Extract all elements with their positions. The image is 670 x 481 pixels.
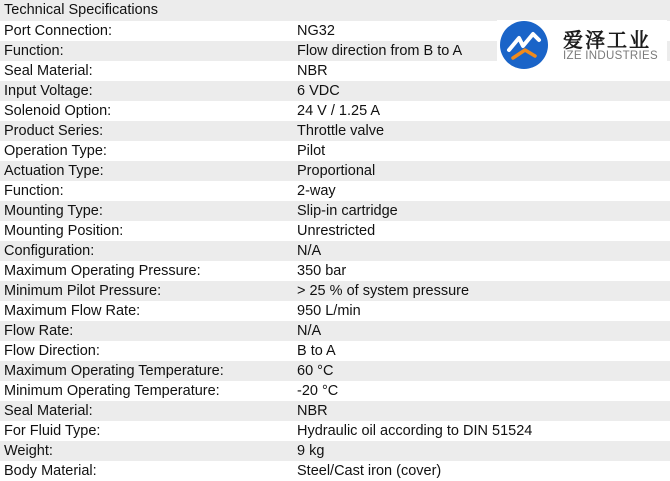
spec-rows	[0, 21, 670, 481]
spec-label: Input Voltage:	[4, 83, 93, 99]
spec-label: Maximum Operating Temperature:	[4, 363, 224, 379]
spec-label: Minimum Operating Temperature:	[4, 383, 220, 399]
spec-value: Flow direction from B to A	[297, 43, 463, 59]
spec-label: Mounting Position:	[4, 223, 124, 239]
spec-value: Slip-in cartridge	[297, 203, 398, 219]
spec-header	[0, 0, 670, 21]
spec-label: Function:	[4, 43, 64, 59]
spec-value: 2-way	[297, 183, 336, 199]
spec-label: Weight:	[4, 443, 53, 459]
spec-label: Maximum Operating Pressure:	[4, 263, 201, 279]
spec-row	[0, 461, 670, 481]
spec-label: Mounting Type:	[4, 203, 103, 219]
spec-label: For Fluid Type:	[4, 423, 101, 439]
spec-label: Flow Rate:	[4, 323, 74, 339]
spec-row	[0, 101, 670, 121]
spec-row	[0, 181, 670, 201]
spec-label: Actuation Type:	[4, 163, 104, 179]
spec-value: -20 °C	[297, 383, 339, 399]
spec-title: Technical Specifications	[4, 2, 158, 18]
spec-row	[0, 341, 670, 361]
spec-row	[0, 261, 670, 281]
spec-row	[0, 361, 670, 381]
spec-value: 6 VDC	[297, 83, 340, 99]
spec-value: Throttle valve	[297, 123, 385, 139]
spec-label: Solenoid Option:	[4, 103, 112, 119]
spec-row	[0, 161, 670, 181]
spec-label: Flow Direction:	[4, 343, 100, 359]
spec-label: Maximum Flow Rate:	[4, 303, 141, 319]
brand-name-en: IZE INDUSTRIES	[563, 50, 658, 62]
ize-logo-icon	[499, 20, 549, 70]
brand-logo	[497, 20, 667, 70]
spec-row	[0, 81, 670, 101]
spec-row	[0, 301, 670, 321]
spec-label: Configuration:	[4, 243, 95, 259]
spec-value: Steel/Cast iron (cover)	[297, 463, 442, 479]
spec-label: Minimum Pilot Pressure:	[4, 283, 162, 299]
spec-label: Body Material:	[4, 463, 97, 479]
spec-row	[0, 141, 670, 161]
spec-row	[0, 441, 670, 461]
spec-label: Product Series:	[4, 123, 104, 139]
spec-value: > 25 % of system pressure	[297, 283, 470, 299]
spec-value: Pilot	[297, 143, 326, 159]
spec-value: N/A	[297, 323, 322, 339]
spec-label: Seal Material:	[4, 63, 93, 79]
spec-value: NBR	[297, 63, 328, 79]
spec-row	[0, 241, 670, 261]
spec-row	[0, 401, 670, 421]
spec-value: N/A	[297, 243, 322, 259]
spec-row	[0, 201, 670, 221]
spec-row	[0, 381, 670, 401]
spec-value: 9 kg	[297, 443, 325, 459]
spec-value: 24 V / 1.25 A	[297, 103, 381, 119]
spec-value: 60 °C	[297, 363, 334, 379]
spec-label: Operation Type:	[4, 143, 107, 159]
brand-name-cn: 爱泽工业	[563, 28, 651, 52]
spec-value: 350 bar	[297, 263, 347, 279]
spec-value: B to A	[297, 343, 336, 359]
spec-row	[0, 421, 670, 441]
spec-value: Proportional	[297, 163, 376, 179]
spec-value: 950 L/min	[297, 303, 361, 319]
spec-value: Hydraulic oil according to DIN 51524	[297, 423, 533, 439]
spec-row	[0, 121, 670, 141]
spec-row	[0, 221, 670, 241]
spec-label: Function:	[4, 183, 64, 199]
spec-row	[0, 281, 670, 301]
spec-label: Seal Material:	[4, 403, 93, 419]
spec-value: Unrestricted	[297, 223, 376, 239]
spec-row	[0, 321, 670, 341]
spec-value: NBR	[297, 403, 328, 419]
spec-value: NG32	[297, 23, 335, 39]
spec-label: Port Connection:	[4, 23, 113, 39]
